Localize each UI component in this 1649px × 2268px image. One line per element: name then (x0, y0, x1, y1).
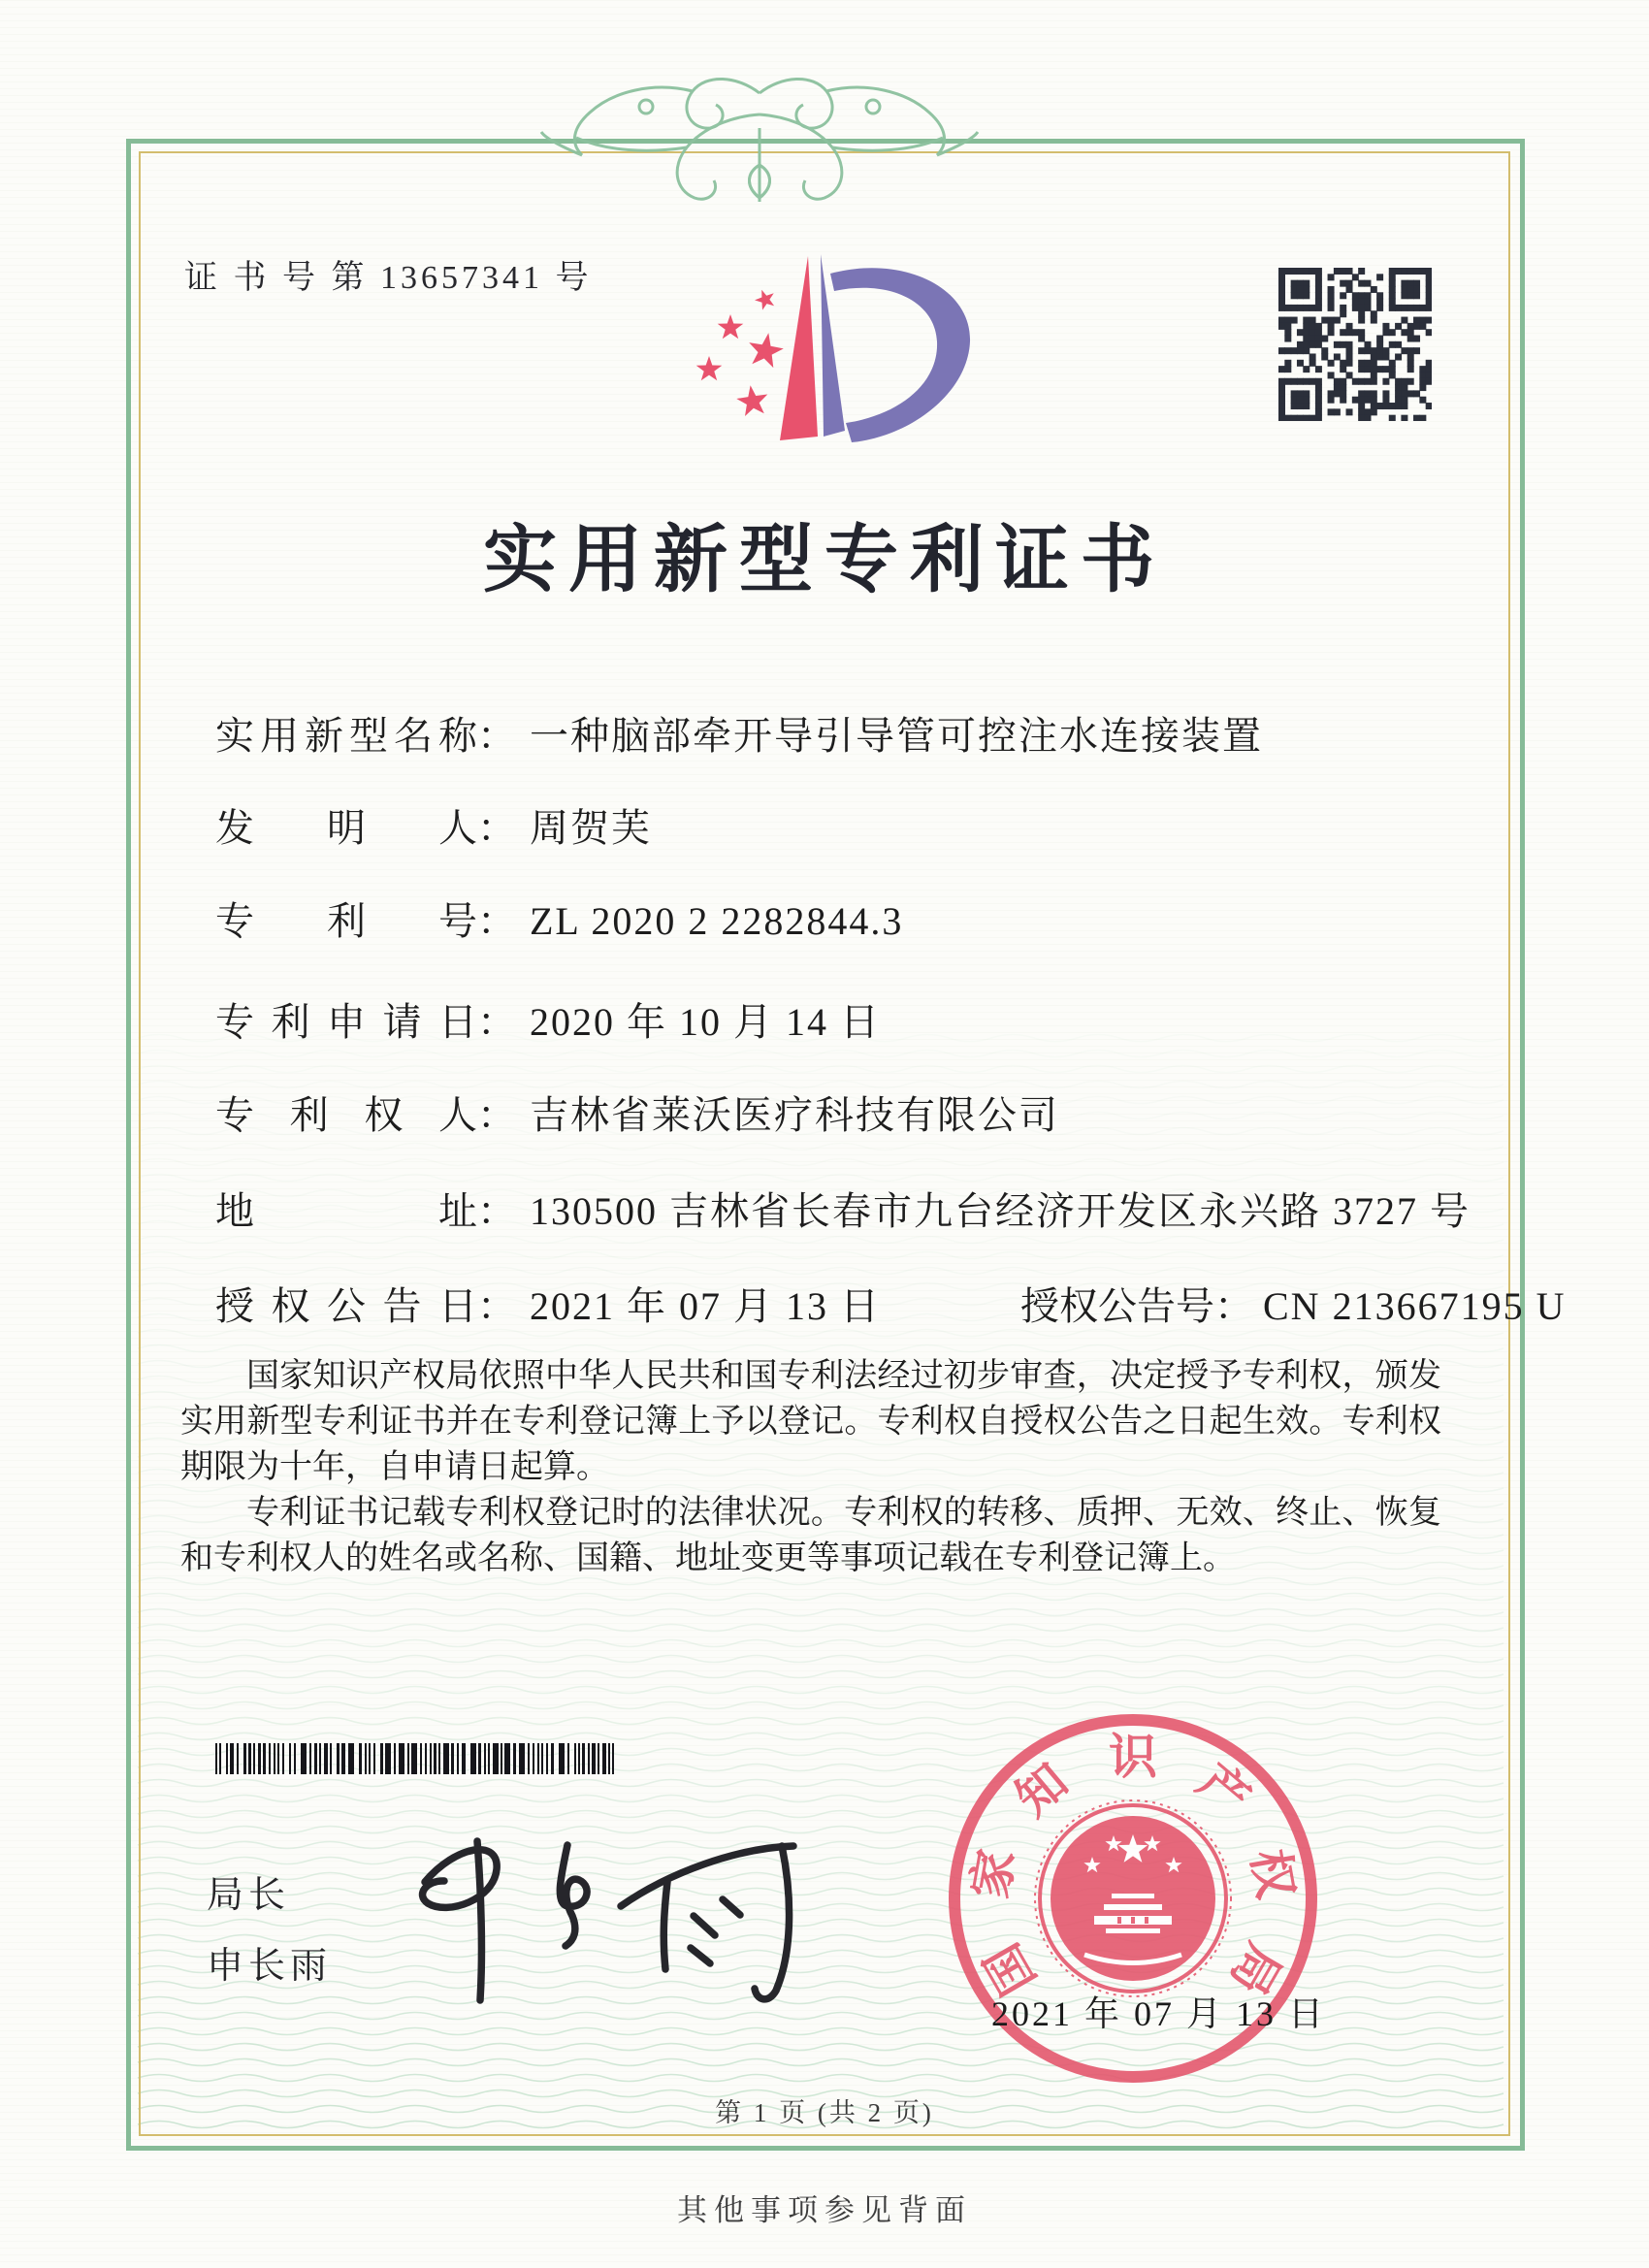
signer-block (207, 1864, 332, 1989)
svg-text:知: 知 (1006, 1753, 1079, 1827)
field-value: 2020 年 10 月 14 日 (530, 1000, 881, 1044)
legal-paragraph-1: 国家知识产权局依照中华人民共和国专利法经过初步审查，决定授予专利权，颁发实用新型专利证书并在专利登记簿上予以登记。专利权自授权公告之日起生效。专利权期限为十年，自申请日起算。 (180, 1358, 1441, 1485)
signer-name: 申长雨 (207, 1946, 333, 1987)
field-colon: ： (477, 1093, 516, 1137)
field-colon: ： (1214, 1284, 1253, 1328)
field-row-grant (215, 1276, 1567, 1331)
back-side-note: 其他事项参见背面 (677, 2193, 972, 2227)
field-grant-number (1020, 1276, 1566, 1331)
svg-text:产: 产 (1187, 1753, 1260, 1827)
legal-paragraph-2: 专利证书记载专利权登记时的法律状况。专利权的转移、质押、无效、终止、恢复和专利权人的姓名或名称、国籍、地址变更等事项记载在专利登记簿上。 (180, 1495, 1441, 1576)
certificate-number: 证 书 号 第 13657341 号 (184, 260, 593, 296)
signature (398, 1802, 844, 2025)
field-colon: ： (477, 1000, 516, 1044)
official-seal (939, 1707, 1327, 2095)
field-colon: ： (477, 714, 516, 758)
field-colon: ： (477, 899, 516, 943)
field-row-inventor (215, 797, 652, 853)
qr-code (1278, 268, 1432, 421)
legal-text (180, 1353, 1441, 1581)
svg-text:局: 局 (1219, 1934, 1292, 2004)
svg-text:权: 权 (1241, 1845, 1304, 1903)
field-row-patent-number (215, 891, 903, 946)
field-label: 专利申请日 (215, 1000, 477, 1044)
page-number: 第 1 页 (共 2 页) (715, 2098, 934, 2127)
field-value: 吉林省莱沃医疗科技有限公司 (530, 1093, 1059, 1137)
field-row-patentee (215, 1085, 1059, 1140)
field-value: 周贺芙 (530, 806, 652, 850)
barcode (215, 1743, 623, 1776)
field-value: ZL 2020 2 2282844.3 (530, 899, 904, 943)
svg-text:国: 国 (974, 1934, 1047, 2004)
field-row-filing-date (215, 991, 881, 1047)
field-label: 地 址 (215, 1189, 477, 1233)
field-colon: ： (477, 806, 516, 850)
field-row-name (215, 705, 1263, 761)
field-value: 2021 年 07 月 13 日 (530, 1284, 881, 1328)
field-colon: ： (477, 1189, 516, 1233)
cnipa-logo-icon (679, 238, 989, 461)
certificate-title: 实用新型专利证书 (483, 520, 1166, 601)
field-label: 发 明 人 (215, 806, 477, 850)
seal-date: 2021 年 07 月 13 日 (991, 1994, 1327, 2033)
field-value: 一种脑部牵开导引导管可控注水连接装置 (530, 714, 1263, 758)
field-label: 专 利 权 人 (215, 1093, 477, 1137)
svg-text:识: 识 (1109, 1730, 1157, 1784)
field-colon: ： (477, 1284, 516, 1328)
field-label: 专 利 号 (215, 899, 477, 943)
field-label: 实用新型名称 (215, 714, 477, 758)
field-value: 130500 吉林省长春市九台经济开发区永兴路 3727 号 (530, 1189, 1471, 1233)
field-label: 授权公告日 (215, 1284, 477, 1328)
field-label: 授权公告号 (1020, 1284, 1214, 1328)
svg-text:家: 家 (962, 1845, 1025, 1903)
field-row-address (215, 1181, 1471, 1236)
signer-title: 局长 (207, 1875, 291, 1916)
field-value: CN 213667195 U (1263, 1284, 1567, 1328)
